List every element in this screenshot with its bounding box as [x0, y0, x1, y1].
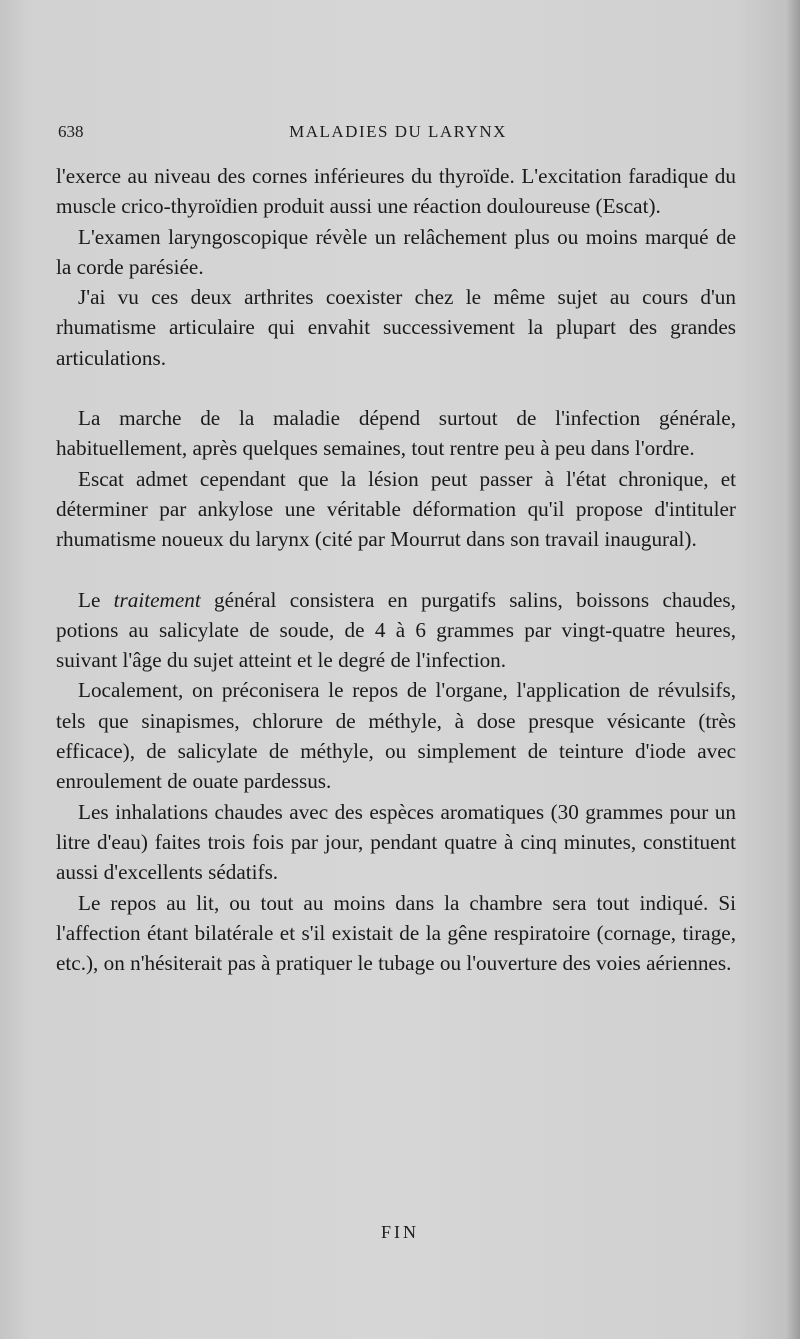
paragraph-treatment [56, 585, 736, 676]
scan-edge-shadow [786, 0, 800, 1339]
paragraph: Localement, on préconisera le repos de l'organe, l'application de révulsifs, tels que sinapismes, chlorure de méthyle, à dose presque vésicante (très efficace), de salicylate de méthyle, ou simplement de teinture d'iode avec enroulement de ouate pardessus. [56, 678, 736, 794]
page-number: 638 [58, 122, 84, 141]
page-header [58, 122, 738, 148]
paragraph: L'examen laryngoscopique révèle un relâchement plus ou moins marqué de la corde parésiée. [56, 224, 736, 279]
body-text [56, 161, 736, 978]
end-mark: FIN [380, 1222, 419, 1242]
running-title: MALADIES DU LARYNX [289, 122, 507, 141]
paragraph: La marche de la maladie dépend surtout de l'infection générale, habituellement, après quelques semaines, tout rentre peu à peu dans l'ordre. [56, 406, 736, 461]
paragraph: J'ai vu ces deux arthrites coexister chez le même sujet au cours d'un rhumatisme articulaire qui envahit successivement la plupart des grandes articulations. [56, 285, 736, 370]
text-run: Le [78, 587, 114, 612]
paragraph: Le repos au lit, ou tout au moins dans la chambre sera tout indiqué. Si l'affection étant bilatérale et s'il existait de la gêne respiratoire (cornage, tirage, etc.), on n'hésiterait pas à pratiquer le tubage ou l'ouverture des voies aériennes. [56, 890, 736, 976]
emphasis-text: traitement [113, 587, 201, 612]
paragraph: Escat admet cependant que la lésion peut passer à l'état chronique, et déterminer par ankylose une véritable déformation qu'il propose d'intituler rhumatisme noueux du larynx (cité par Mourrut dans son travail inaugural). [56, 466, 736, 552]
paragraph: l'exerce au niveau des cornes inférieures du thyroïde. L'excitation faradique du muscle crico-thyroïdien produit aussi une réaction douloureuse (Escat). [56, 164, 736, 219]
paragraph: Les inhalations chaudes avec des espèces aromatiques (30 grammes pour un litre d'eau) faites trois fois par jour, pendant quatre à cinq minutes, constituent aussi d'excellents sédatifs. [56, 799, 736, 885]
text-run: général consistera en purgatifs salins, boissons chaudes, potions au salicylate de soude, de 4 à 6 grammes par vingt-quatre heures, suivant l'âge du sujet atteint et le degré de l'infection. [56, 587, 736, 673]
